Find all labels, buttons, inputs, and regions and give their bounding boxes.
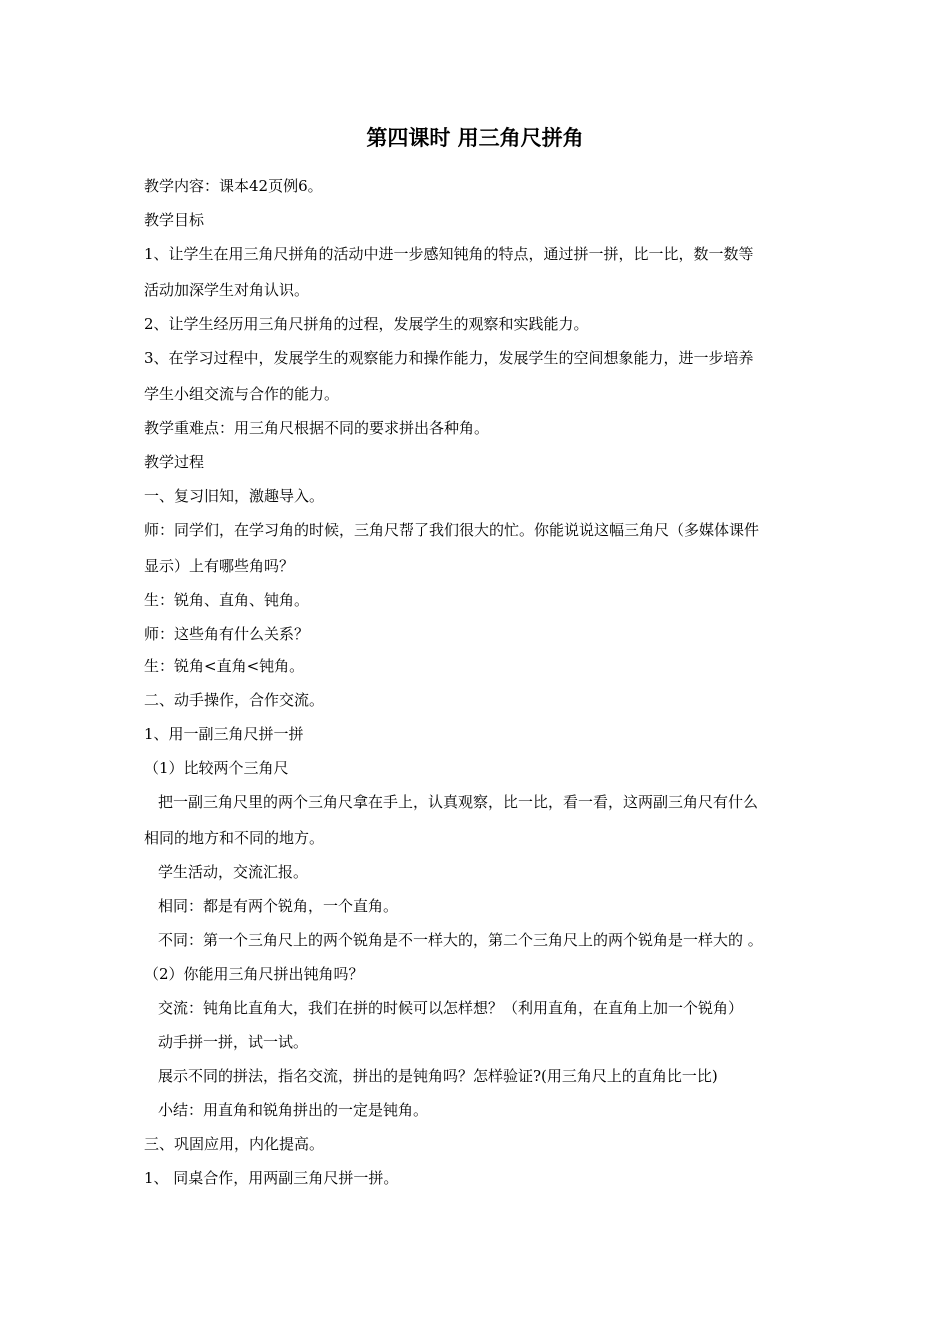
text-line-activity: 学生活动，交流汇报。 <box>158 863 309 881</box>
text-line-key-points: 教学重难点：用三角尺根据不同的要求拼出各种角。 <box>144 419 490 437</box>
text-line-teacher-2: 师：这些角有什么关系？ <box>144 625 310 643</box>
text-line-student-1: 生：锐角、直角、钝角。 <box>144 591 310 609</box>
text-line-section-3: 三、巩固应用，内化提高。 <box>144 1135 325 1153</box>
text-line-section-1: 一、复习旧知，激趣导入。 <box>144 487 325 505</box>
text-line-student-2: 生：锐角<直角<钝角。 <box>144 657 305 675</box>
text-line-summary: 小结：用直角和锐角拼出的一定是钝角。 <box>158 1101 429 1119</box>
text-line-goal-3: 3、在学习过程中，发展学生的观察能力和操作能力，发展学生的空间想象能力，进一步培养 <box>144 349 754 367</box>
page-title: 第四课时 用三角尺拼角 <box>366 126 584 150</box>
text-line-try: 动手拼一拼，试一试。 <box>158 1033 309 1051</box>
text-line-goals-heading: 教学目标 <box>144 211 205 229</box>
text-line-exchange: 交流：钝角比直角大，我们在拼的时候可以怎样想？（利用直角，在直角上加一个锐角） <box>158 999 744 1017</box>
text-line-goal-1-cont: 活动加深学生对角认识。 <box>144 281 310 299</box>
text-line-step-3-1: 1、 同桌合作，用两副三角尺拼一拼。 <box>144 1169 399 1187</box>
text-line-step-1: 1、用一副三角尺拼一拼 <box>144 725 304 743</box>
text-line-process-heading: 教学过程 <box>144 453 205 471</box>
text-line-instruction-cont: 相同的地方和不同的地方。 <box>144 829 325 847</box>
text-line-content: 教学内容：课本42页例6。 <box>144 177 323 195</box>
text-line-teacher-1-cont: 显示）上有哪些角吗？ <box>144 557 295 575</box>
text-line-teacher-1: 师：同学们，在学习角的时候，三角尺帮了我们很大的忙。你能说说这幅三角尺（多媒体课件 <box>144 521 760 539</box>
text-line-instruction: 把一副三角尺里的两个三角尺拿在手上，认真观察，比一比，看一看，这两副三角尺有什么 <box>158 793 759 811</box>
text-line-substep-2: （2）你能用三角尺拼出钝角吗？ <box>144 965 364 983</box>
text-line-same: 相同：都是有两个锐角，一个直角。 <box>158 897 399 915</box>
text-line-goal-1: 1、让学生在用三角尺拼角的活动中进一步感知钝角的特点，通过拼一拼，比一比，数一数等 <box>144 245 754 263</box>
text-line-section-2: 二、动手操作，合作交流。 <box>144 691 325 709</box>
text-line-substep-1: （1）比较两个三角尺 <box>144 759 289 777</box>
text-line-goal-3-cont: 学生小组交流与合作的能力。 <box>144 385 340 403</box>
text-line-show: 展示不同的拼法，指名交流，拼出的是钝角吗？怎样验证?(用三角尺上的直角比一比) <box>158 1067 718 1085</box>
text-line-goal-2: 2、让学生经历用三角尺拼角的过程，发展学生的观察和实践能力。 <box>144 315 589 333</box>
text-line-different: 不同：第一个三角尺上的两个锐角是不一样大的，第二个三角尺上的两个锐角是一样大的 。 <box>158 931 763 949</box>
